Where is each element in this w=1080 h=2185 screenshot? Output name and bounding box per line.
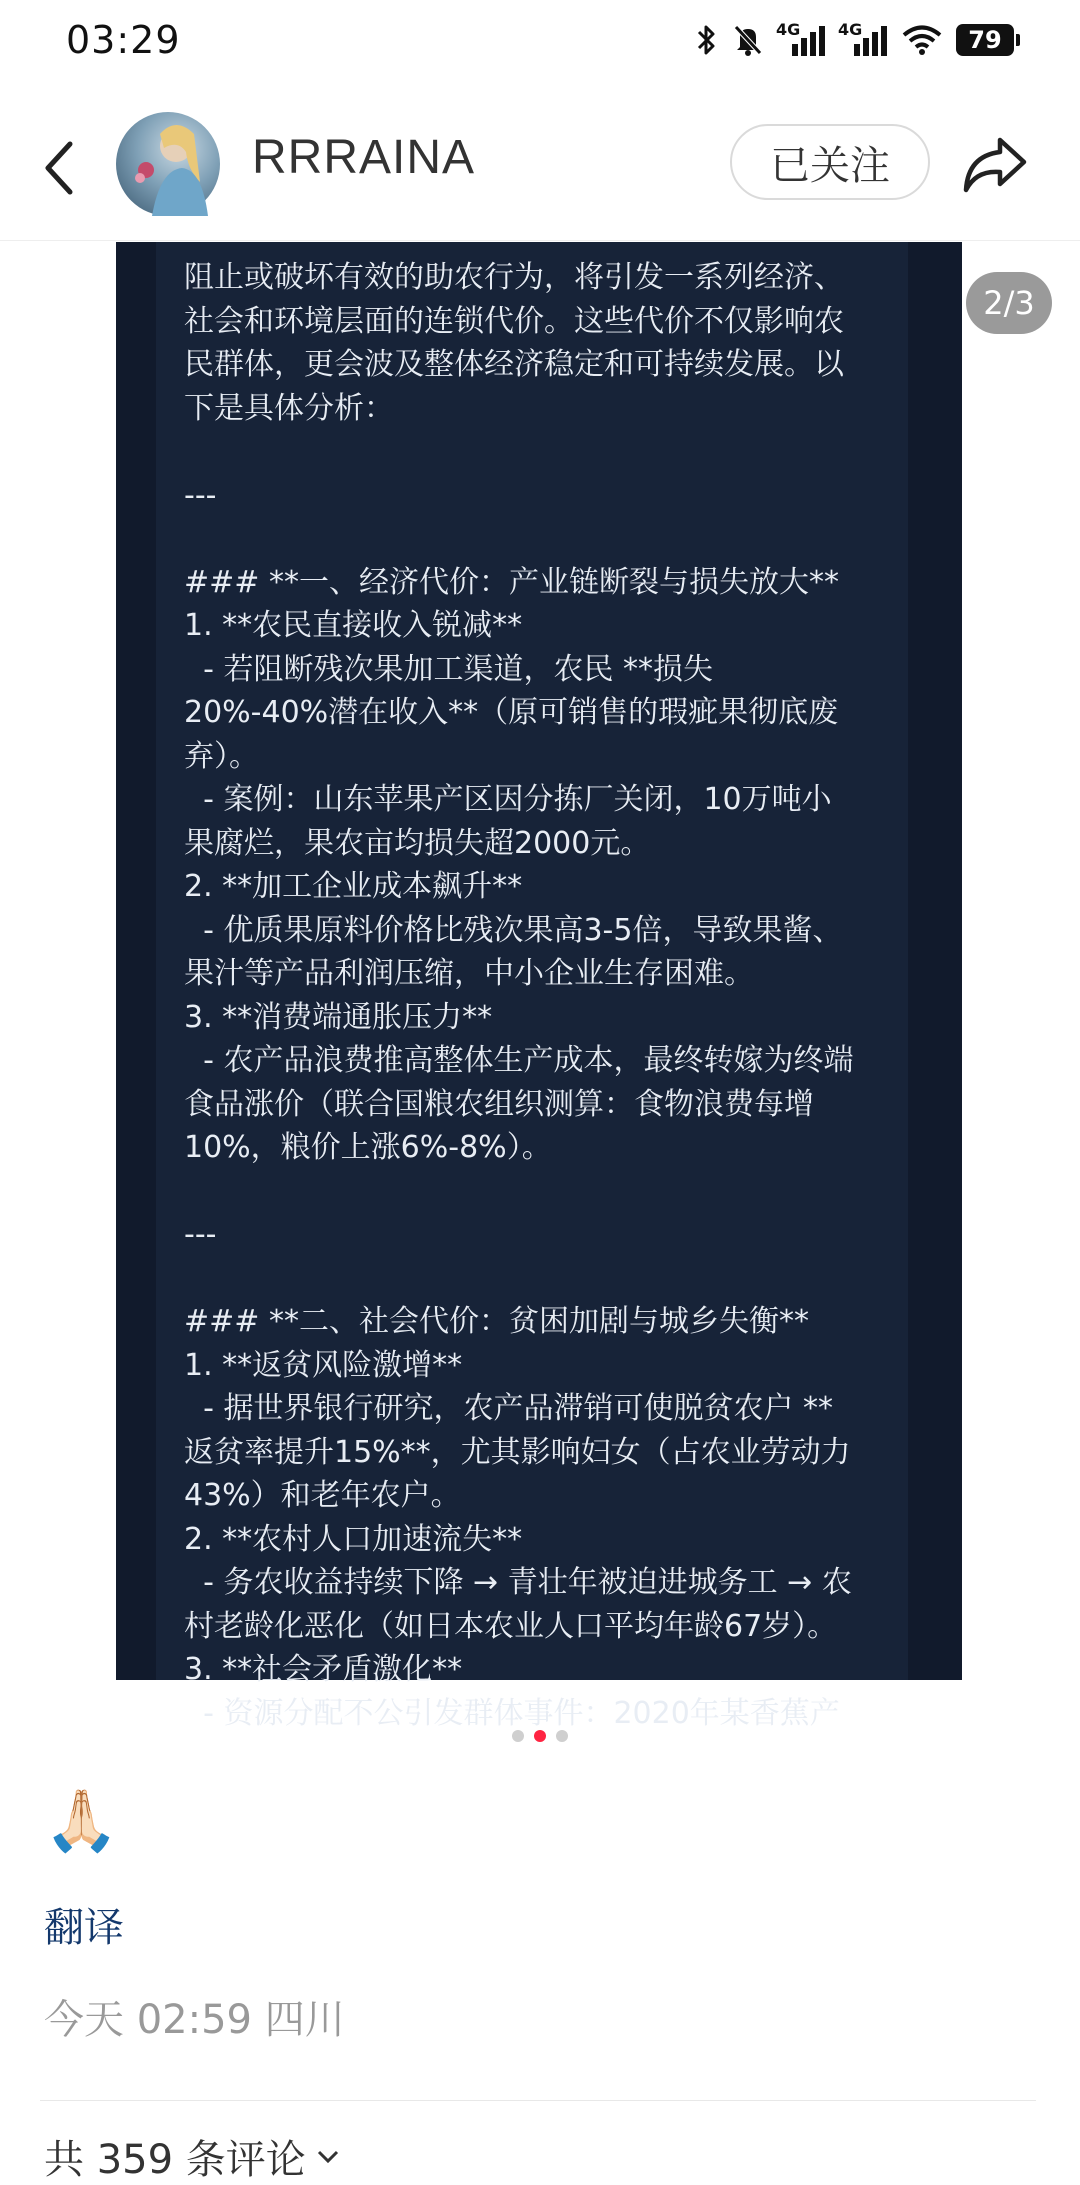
image-page-indicator: 2/3 [966, 272, 1052, 334]
carousel-dot-active [534, 1730, 546, 1742]
follow-button[interactable]: 已关注 [730, 124, 930, 200]
post-caption-emoji: 🙏🏻 [44, 1786, 119, 1856]
back-button[interactable] [36, 136, 84, 200]
wifi-icon [902, 24, 942, 56]
mute-bell-icon [732, 23, 764, 57]
carousel-dot [512, 1730, 524, 1742]
battery-indicator: 79 [956, 24, 1014, 56]
image-body-text: 阻止或破坏有效的助农行为，将引发一系列经济、 社会和环境层面的连锁代价。这些代价不仅影响农 民群体，更会波及整体经济稳定和可持续发展。以 下是具体分析： --- ### **一、经济代价：产业链断裂与损失放大** 1. **农民直接收入锐减** - 若阻断残次果加工渠道，农民 **损失 20%-40%潜在收入**（原可销售的瑕疵果彻底废 弃）。 - 案例：山东苹果产区因分拣厂关闭，10万吨小 果腐烂，果农亩均损失超2000元。 2. **加工企业成本飙升** - 优质果原料价格比残次果高3-5倍，导致果酱、 果汁等产品利润压缩，中小企业生存困难。 3. **消费端通胀压力** - 农产品浪费推高整体生产成本，最终转嫁为终端 食品涨价（联合国粮农组织测算：食物浪费每增 10%，粮价上涨6%-8%）。 --- ### **二、社会代价：贫困加剧与城乡失衡** 1. **返贫风险激增** - 据世界银行研究，农产品滞销可使脱贫农户 ** 返贫率提升15%**，尤其影响妇女（占农业劳动力 43%）和老年农户。 2. **农村人口加速流失** - 务农收益持续下降 → 青壮年被迫进城务工 → 农 村老龄化恶化（如日本农业人口平均年龄67岁）。 3. **社会矛盾激化** - 资源分配不公引发群体事件：2020年某香蕉产 [184, 260, 854, 1731]
divider [40, 2100, 1036, 2101]
status-bar [0, 0, 1080, 80]
carousel-dots [0, 1730, 1080, 1742]
post-header [0, 100, 1080, 241]
avatar[interactable] [116, 112, 220, 216]
comments-count-label: 共 359 条评论 [44, 2137, 306, 2183]
share-button[interactable] [962, 134, 1028, 194]
status-icons [696, 22, 1014, 58]
chevron-left-icon [36, 136, 84, 200]
comments-count[interactable] [44, 2128, 340, 2185]
carousel-dot [556, 1730, 568, 1742]
post-meta: 今天 02:59 四川 [44, 1997, 345, 2043]
status-time: 03:29 [66, 18, 181, 62]
avatar-illustration [116, 112, 220, 216]
chevron-down-icon [316, 2149, 340, 2165]
username[interactable]: RRRAINA [252, 131, 476, 184]
translate-link[interactable]: 翻译 [44, 1905, 124, 1951]
signal-2-icon: 4G [840, 22, 888, 58]
bluetooth-icon [696, 23, 718, 57]
share-icon [962, 134, 1028, 194]
post-image[interactable] [116, 242, 962, 1731]
signal-1-icon: 4G [778, 22, 826, 58]
